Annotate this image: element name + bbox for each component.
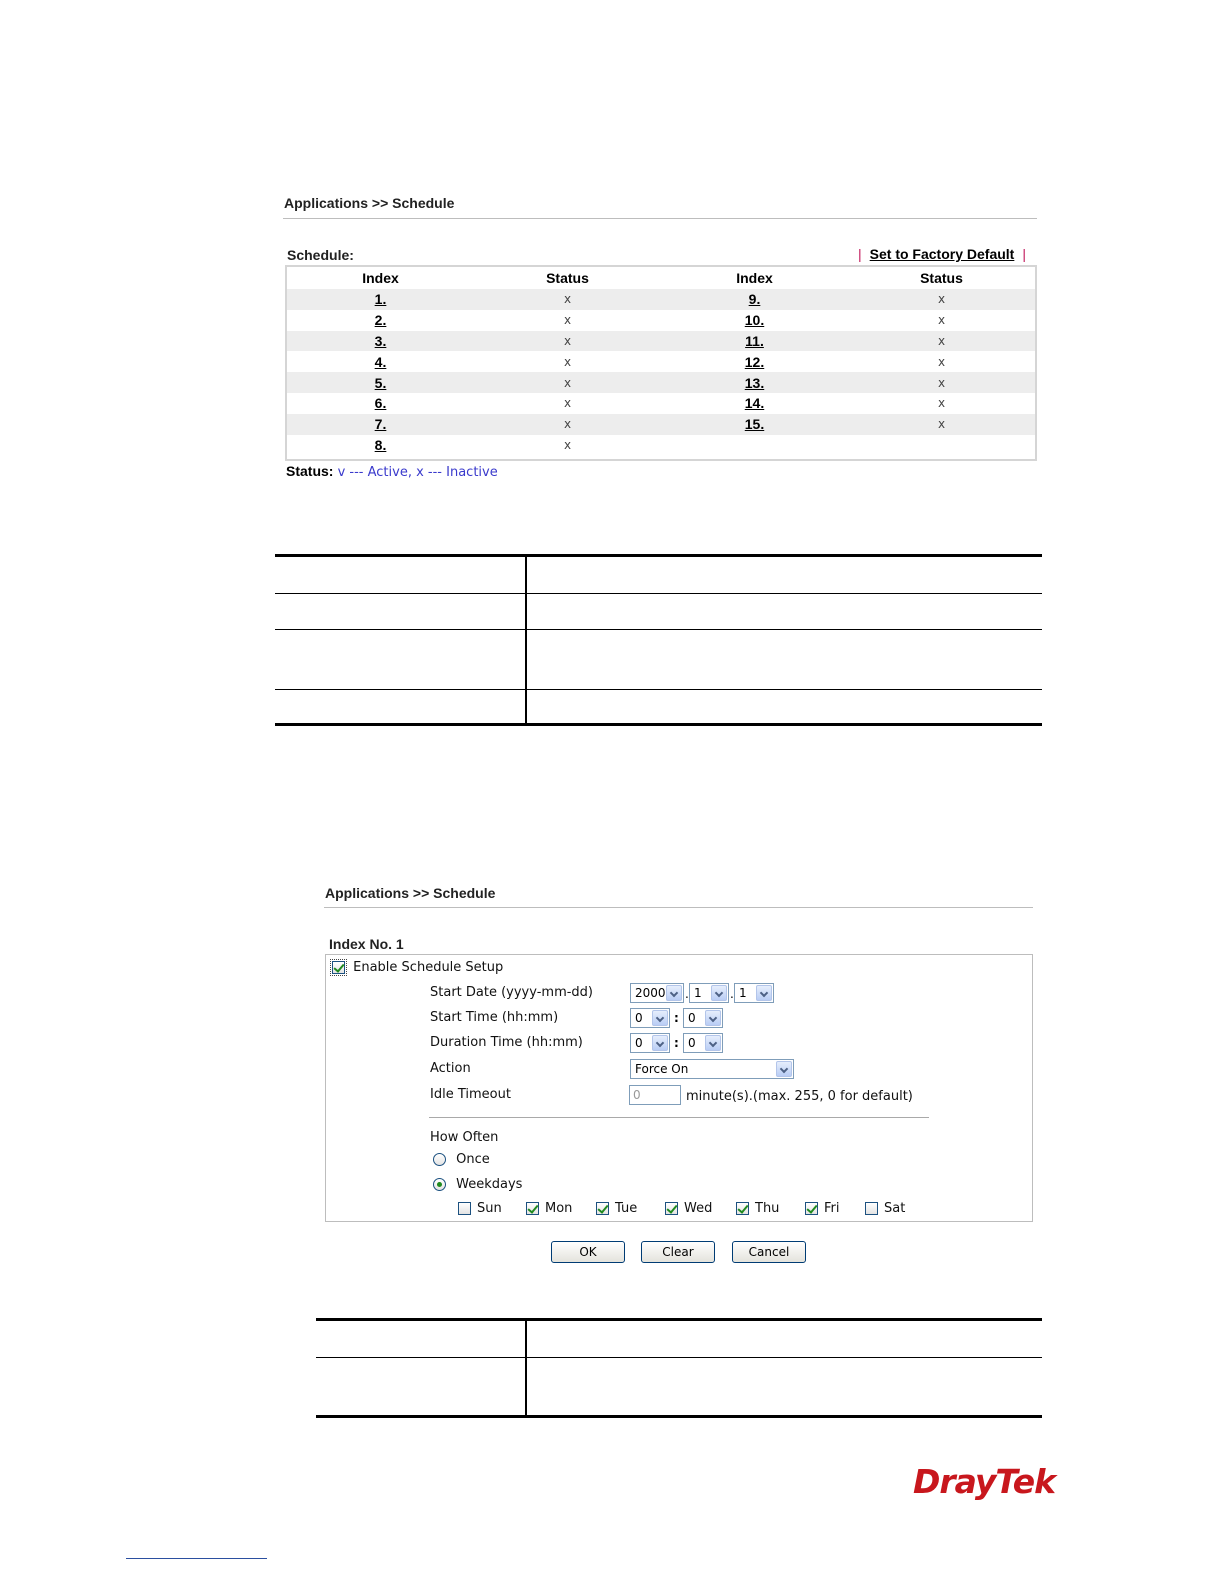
column-divider	[525, 557, 527, 723]
duration-label: Duration Time (hh:mm)	[430, 1035, 583, 1050]
day-label: Tue	[615, 1201, 638, 1216]
once-label: Once	[456, 1152, 490, 1167]
ok-button[interactable]: OK	[551, 1241, 625, 1263]
chevron-down-icon	[705, 1010, 721, 1026]
cancel-button[interactable]: Cancel	[732, 1241, 806, 1263]
table-row	[287, 414, 1035, 435]
duration-minute-value: 0	[688, 1036, 696, 1050]
day-checkbox-fri[interactable]	[805, 1202, 818, 1215]
day-option-wed	[665, 1201, 712, 1216]
start-hour-select[interactable]	[630, 1008, 670, 1028]
schedule-index-link[interactable]: 6.	[374, 395, 387, 412]
schedule-status: x	[474, 289, 661, 310]
weekdays-label: Weekdays	[456, 1177, 523, 1192]
schedule-status: x	[563, 313, 572, 328]
column-header-index: Index	[362, 270, 399, 286]
duration-hour-value: 0	[635, 1036, 643, 1050]
table-row	[287, 331, 1035, 352]
table-row	[287, 435, 1035, 456]
description-table	[275, 554, 1042, 726]
time-separator: :	[674, 1011, 679, 1025]
idle-timeout-hint: minute(s).(max. 255, 0 for default)	[686, 1089, 913, 1104]
clear-button[interactable]: Clear	[641, 1241, 715, 1263]
day-label: Fri	[824, 1201, 840, 1216]
schedule-status	[848, 435, 1035, 456]
schedule-status: x	[848, 331, 1035, 352]
enable-schedule-checkbox[interactable]	[332, 961, 345, 974]
table-row	[287, 310, 1035, 331]
breadcrumb-divider	[283, 218, 1037, 219]
day-checkbox-tue[interactable]	[596, 1202, 609, 1215]
day-option-thu	[736, 1201, 779, 1216]
day-checkbox-mon[interactable]	[526, 1202, 539, 1215]
table-row	[287, 393, 1035, 414]
schedule-index-link[interactable]: 11.	[745, 332, 764, 349]
action-label: Action	[430, 1061, 471, 1076]
table-header-row	[287, 267, 1035, 289]
schedule-index-link[interactable]: 12.	[744, 353, 765, 370]
once-radio[interactable]	[433, 1153, 446, 1166]
enable-schedule-row	[332, 960, 503, 975]
idle-timeout-label: Idle Timeout	[430, 1087, 511, 1102]
weekdays-option	[433, 1177, 522, 1192]
column-header-status: Status	[546, 270, 589, 286]
factory-default-bar	[850, 246, 1034, 262]
breadcrumb: Applications >> Schedule	[325, 885, 496, 901]
schedule-status: x	[563, 354, 572, 369]
breadcrumb-divider	[324, 907, 1033, 908]
start-month-value: 1	[694, 986, 702, 1000]
table-row	[275, 629, 1042, 630]
schedule-status: x	[848, 372, 1035, 393]
start-year-select[interactable]	[630, 983, 684, 1003]
day-label: Wed	[684, 1201, 713, 1216]
chevron-down-icon	[776, 1061, 792, 1077]
start-hour-value: 0	[635, 1011, 643, 1025]
draytek-logo: DrayTek	[913, 1462, 1056, 1501]
chevron-down-icon	[756, 985, 772, 1001]
schedule-index-link[interactable]: 4.	[374, 353, 387, 370]
day-checkbox-sat[interactable]	[865, 1202, 878, 1215]
weekdays-radio[interactable]	[433, 1178, 446, 1191]
status-legend-label: Status:	[286, 463, 334, 479]
schedule-index-link[interactable]: 1.	[374, 291, 387, 308]
pipe-divider: |	[1022, 246, 1026, 262]
day-option-tue	[596, 1201, 637, 1216]
date-separator: .	[730, 987, 734, 1001]
schedule-index-link[interactable]: 2.	[374, 312, 387, 329]
table-row	[275, 689, 1042, 690]
duration-hour-select[interactable]	[630, 1033, 670, 1053]
footer-link-underline	[126, 1558, 267, 1559]
schedule-status: x	[937, 396, 946, 411]
start-date-label: Start Date (yyyy-mm-dd)	[430, 985, 593, 1000]
schedule-index-link[interactable]: 14.	[744, 395, 765, 412]
day-option-fri	[805, 1201, 840, 1216]
day-checkbox-wed[interactable]	[665, 1202, 678, 1215]
chevron-down-icon	[711, 985, 727, 1001]
schedule-status: x	[937, 354, 946, 369]
table-row	[287, 372, 1035, 393]
day-checkbox-thu[interactable]	[736, 1202, 749, 1215]
chevron-down-icon	[666, 985, 682, 1001]
day-label: Thu	[755, 1201, 780, 1216]
day-option-sat	[865, 1201, 905, 1216]
column-divider	[525, 1321, 527, 1415]
table-row	[287, 351, 1035, 372]
start-day-select[interactable]	[734, 983, 774, 1003]
day-label: Mon	[545, 1201, 573, 1216]
start-day-value: 1	[739, 986, 747, 1000]
column-header-status: Status	[920, 270, 963, 286]
schedule-index-link[interactable]: 10.	[744, 312, 765, 329]
enable-schedule-label: Enable Schedule Setup	[353, 960, 504, 975]
start-minute-select[interactable]	[683, 1008, 723, 1028]
schedule-status: x	[848, 289, 1035, 310]
status-legend-value: v --- Active, x --- Inactive	[337, 465, 498, 480]
schedule-status: x	[937, 313, 946, 328]
schedule-index-link[interactable]: 3.	[374, 332, 387, 349]
chevron-down-icon	[652, 1035, 668, 1051]
schedule-index-link[interactable]: 15.	[744, 416, 765, 433]
chevron-down-icon	[652, 1010, 668, 1026]
table-row	[316, 1357, 1042, 1358]
date-separator: .	[685, 987, 689, 1001]
once-option	[433, 1152, 490, 1167]
how-often-label: How Often	[430, 1130, 499, 1145]
status-legend	[286, 463, 498, 480]
action-value: Force On	[635, 1062, 689, 1076]
schedule-index-link[interactable]: 13.	[744, 374, 765, 391]
time-separator: :	[674, 1036, 679, 1050]
duration-minute-select[interactable]	[683, 1033, 723, 1053]
idle-timeout-input[interactable]: 0	[629, 1085, 681, 1105]
schedule-list-table	[285, 265, 1037, 461]
schedule-index-link[interactable]: 8.	[374, 436, 387, 453]
start-month-select[interactable]	[689, 983, 729, 1003]
schedule-status: x	[474, 331, 661, 352]
chevron-down-icon	[705, 1035, 721, 1051]
start-year-value: 2000	[635, 986, 666, 1000]
day-option-mon	[526, 1201, 572, 1216]
schedule-index-link[interactable]: 9.	[748, 291, 761, 308]
column-header-index: Index	[736, 270, 773, 286]
table-row	[287, 289, 1035, 310]
table-row	[275, 593, 1042, 594]
day-checkbox-sun[interactable]	[458, 1202, 471, 1215]
breadcrumb: Applications >> Schedule	[284, 195, 455, 211]
schedule-status: x	[848, 414, 1035, 435]
description-table	[316, 1318, 1042, 1418]
day-label: Sun	[477, 1201, 502, 1216]
action-select[interactable]	[630, 1059, 794, 1079]
set-factory-default-link[interactable]: Set to Factory Default	[869, 246, 1015, 262]
start-time-label: Start Time (hh:mm)	[430, 1010, 559, 1025]
schedule-index-link[interactable]: 7.	[374, 416, 387, 433]
schedule-status: x	[563, 396, 572, 411]
pipe-divider: |	[858, 246, 862, 262]
schedule-status: x	[474, 372, 661, 393]
schedule-status: x	[563, 437, 572, 452]
day-option-sun	[458, 1201, 502, 1216]
index-label: Index No. 1	[329, 936, 404, 952]
start-minute-value: 0	[688, 1011, 696, 1025]
day-label: Sat	[884, 1201, 906, 1216]
schedule-status: x	[474, 414, 661, 435]
section-divider	[429, 1117, 929, 1118]
schedule-index-link[interactable]: 5.	[374, 374, 387, 391]
schedule-section-label: Schedule:	[287, 247, 354, 263]
